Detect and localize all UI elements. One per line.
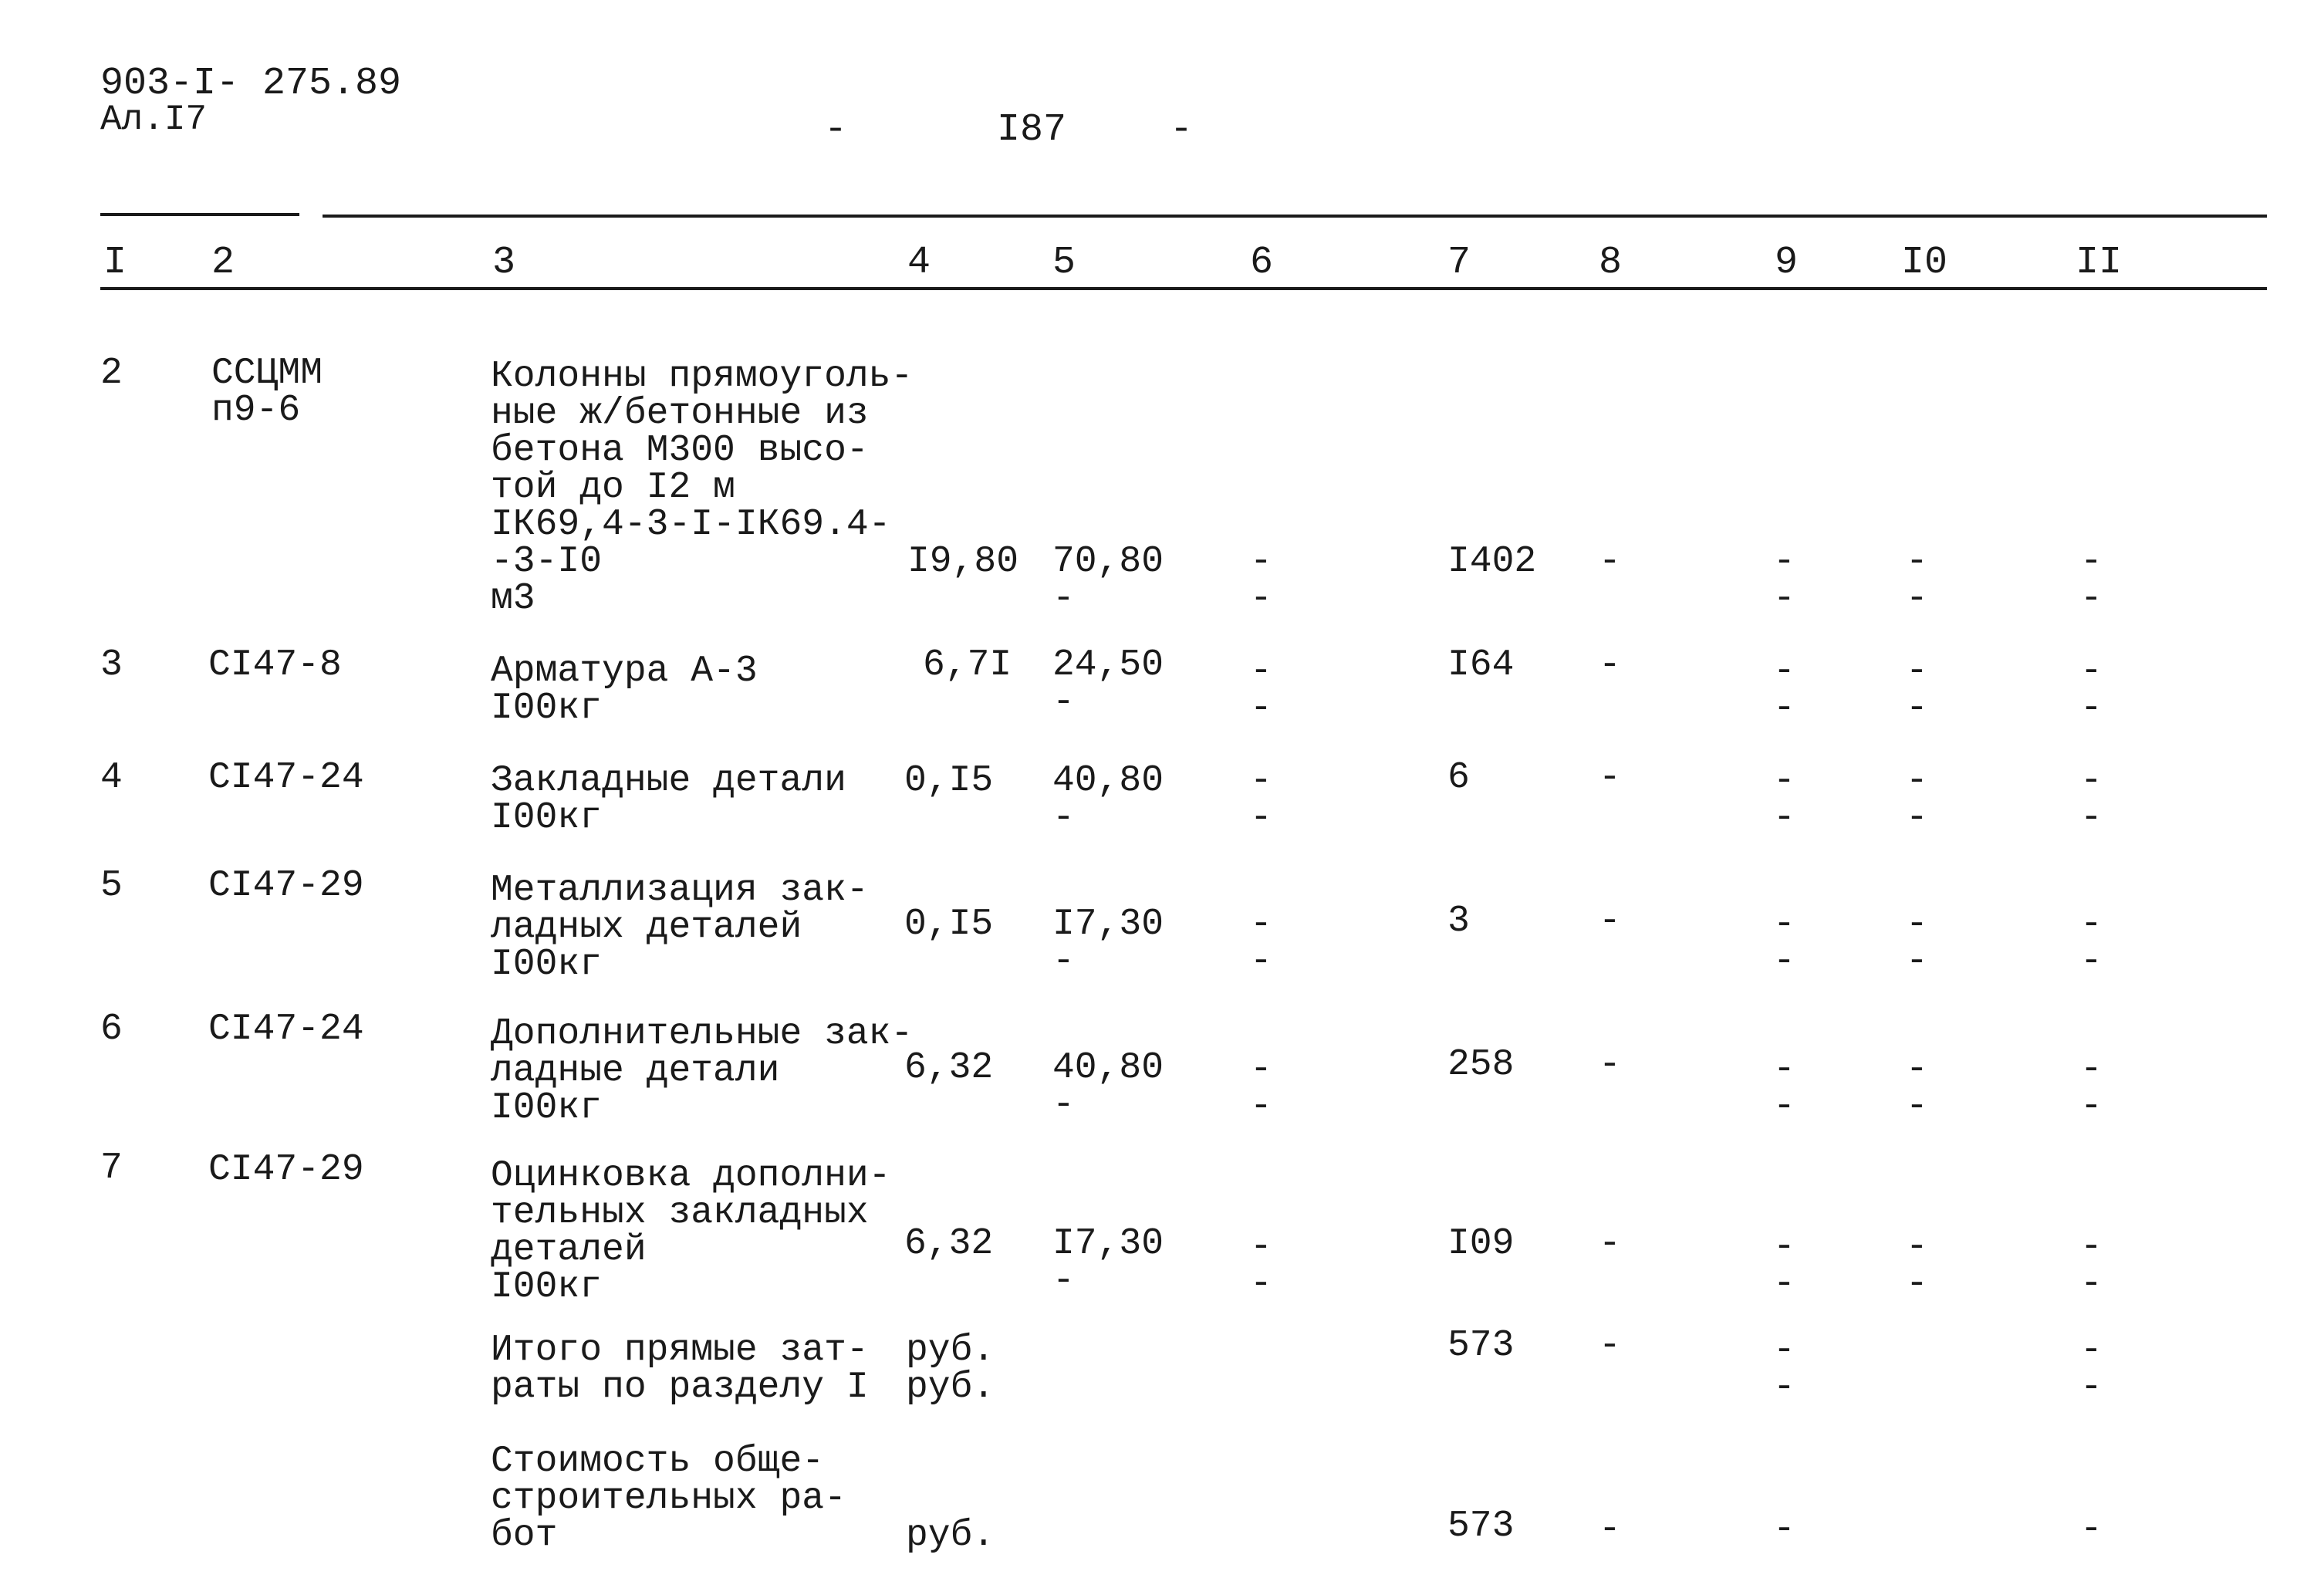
row-number: 4 bbox=[100, 757, 123, 799]
row-col10: - - bbox=[1906, 904, 1928, 982]
totals-description: Стоимость обще- строительных ра- бот bbox=[491, 1441, 846, 1556]
totals-col11: - - bbox=[2080, 1330, 2103, 1408]
column-header-8: 8 bbox=[1599, 241, 1623, 285]
totals-col9: - bbox=[1773, 1509, 1795, 1550]
row-number: 3 bbox=[100, 644, 123, 686]
row-col8: - bbox=[1599, 901, 1621, 942]
top-rule-long bbox=[323, 215, 2267, 218]
row-quantity: I9,80 bbox=[907, 541, 1019, 583]
row-col6: - - bbox=[1250, 541, 1272, 620]
totals-total: 573 bbox=[1447, 1325, 1515, 1367]
row-total: 6 bbox=[1447, 757, 1470, 799]
column-header-10: I0 bbox=[1901, 241, 1948, 285]
row-code: СI47-24 bbox=[208, 757, 364, 799]
page-number: I87 bbox=[997, 108, 1067, 152]
row-unit-price: I7,30 - bbox=[1052, 1223, 1164, 1302]
row-col10: - - bbox=[1906, 1226, 1928, 1305]
row-unit-price: 70,80 - bbox=[1052, 541, 1164, 620]
totals-col11: - bbox=[2080, 1509, 2103, 1550]
row-col10: - - bbox=[1906, 541, 1928, 620]
row-col10: - - bbox=[1906, 760, 1928, 839]
row-col11: - - bbox=[2080, 541, 2103, 620]
column-header-11: II bbox=[2076, 241, 2123, 285]
totals-col8: - bbox=[1599, 1509, 1621, 1550]
row-col8: - bbox=[1599, 757, 1621, 799]
row-col9: - - bbox=[1773, 541, 1795, 620]
totals-description: Итого прямые зат- раты по разделу I bbox=[491, 1330, 869, 1408]
row-number: 6 bbox=[100, 1009, 123, 1050]
row-col9: - - bbox=[1773, 904, 1795, 982]
row-code: СI47-8 bbox=[208, 644, 342, 686]
row-description: Металлизация зак- ладных деталей I00кг bbox=[491, 870, 869, 985]
row-unit-price: 40,80 - bbox=[1052, 1047, 1164, 1126]
row-code: СI47-24 bbox=[208, 1009, 364, 1050]
row-total: I402 bbox=[1447, 541, 1537, 583]
row-unit-price: 40,80 - bbox=[1052, 760, 1164, 839]
totals-col8: - bbox=[1599, 1325, 1621, 1367]
row-quantity: 6,7I bbox=[923, 644, 1012, 686]
row-col8: - bbox=[1599, 1044, 1621, 1086]
row-total: 3 bbox=[1447, 901, 1470, 942]
sheet-label: Ал.I7 bbox=[100, 100, 208, 140]
row-col6: - - bbox=[1250, 651, 1272, 729]
row-col8: - bbox=[1599, 1223, 1621, 1265]
totals-unit: руб. bbox=[906, 1515, 995, 1556]
row-total: 258 bbox=[1447, 1044, 1515, 1086]
row-col11: - - bbox=[2080, 1049, 2103, 1127]
row-number: 2 bbox=[100, 353, 123, 394]
column-header-5: 5 bbox=[1052, 241, 1076, 285]
row-col11: - - bbox=[2080, 760, 2103, 839]
row-total: I09 bbox=[1447, 1223, 1515, 1265]
row-col9: - - bbox=[1773, 651, 1795, 729]
row-total: I64 bbox=[1447, 644, 1515, 686]
row-description: Колонны прямоуголь- ные ж/бетонные из бетона М300 высо- той до I2 м IК69,4-3-I-IК69.4- -3-I0 м3 bbox=[491, 356, 914, 620]
totals-unit: руб. руб. bbox=[906, 1330, 995, 1408]
totals-total: 573 bbox=[1447, 1505, 1515, 1547]
row-col9: - - bbox=[1773, 1049, 1795, 1127]
page-dash-right: - bbox=[1170, 108, 1194, 152]
row-col6: - - bbox=[1250, 1049, 1272, 1127]
row-col11: - - bbox=[2080, 904, 2103, 982]
row-unit-price: 24,50 - bbox=[1052, 644, 1164, 723]
totals-col9: - - bbox=[1773, 1330, 1795, 1408]
document-code: 903-I- 275.89 bbox=[100, 62, 402, 106]
row-col10: - - bbox=[1906, 651, 1928, 729]
row-quantity: 0,I5 bbox=[904, 760, 994, 802]
row-col10: - - bbox=[1906, 1049, 1928, 1127]
column-header-1: I bbox=[103, 241, 127, 285]
row-col6: - - bbox=[1250, 904, 1272, 982]
row-quantity: 0,I5 bbox=[904, 904, 994, 945]
row-col8: - bbox=[1599, 541, 1621, 583]
column-header-2: 2 bbox=[211, 241, 235, 285]
row-col6: - - bbox=[1250, 760, 1272, 839]
row-code: СI47-29 bbox=[208, 1149, 364, 1191]
row-description: Закладные детали I00кг bbox=[491, 760, 846, 839]
row-col9: - - bbox=[1773, 1226, 1795, 1305]
row-col11: - - bbox=[2080, 651, 2103, 729]
row-col8: - bbox=[1599, 644, 1621, 686]
column-header-9: 9 bbox=[1775, 241, 1799, 285]
row-description: Дополнительные зак- ладные детали I00кг bbox=[491, 1013, 914, 1129]
top-rule-short bbox=[100, 213, 299, 216]
row-code: ССЦММ п9-6 bbox=[211, 353, 323, 431]
row-number: 5 bbox=[100, 865, 123, 907]
column-header-3: 3 bbox=[492, 241, 516, 285]
row-col11: - - bbox=[2080, 1226, 2103, 1305]
row-quantity: 6,32 bbox=[904, 1047, 994, 1089]
column-header-4: 4 bbox=[907, 241, 931, 285]
row-col9: - - bbox=[1773, 760, 1795, 839]
row-code: СI47-29 bbox=[208, 865, 364, 907]
row-unit-price: I7,30 - bbox=[1052, 904, 1164, 982]
row-quantity: 6,32 bbox=[904, 1223, 994, 1265]
page-dash-left: - bbox=[824, 108, 848, 152]
row-description: Арматура А-3 I00кг bbox=[491, 651, 758, 729]
column-header-6: 6 bbox=[1250, 241, 1274, 285]
row-number: 7 bbox=[100, 1147, 123, 1189]
header-bottom-rule bbox=[100, 287, 2267, 290]
row-col6: - - bbox=[1250, 1226, 1272, 1305]
row-description: Оцинковка дополни- тельных закладных деталей I00кг bbox=[491, 1155, 891, 1308]
column-header-7: 7 bbox=[1447, 241, 1471, 285]
